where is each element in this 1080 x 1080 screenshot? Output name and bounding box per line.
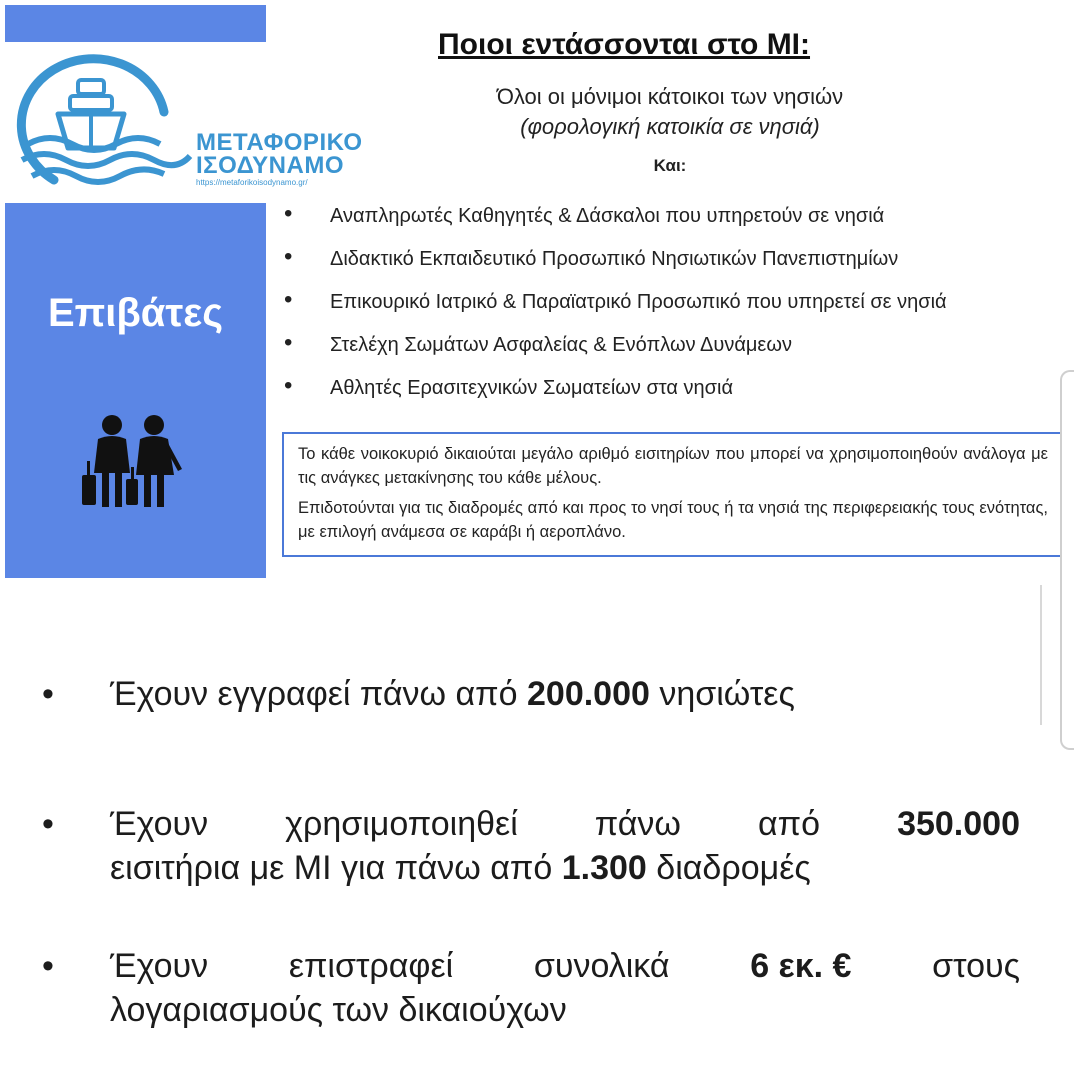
stat-refund	[40, 944, 1020, 1032]
stat-line	[110, 802, 1020, 846]
stat-word: στους	[932, 947, 1020, 985]
list-item-text: Αναπληρωτές Καθηγητές & Δάσκαλοι που υπηρετούν σε νησιά	[330, 205, 885, 227]
bullet-icon: •	[284, 200, 293, 227]
stat-word: επιστραφεί	[288, 947, 454, 985]
side-panel	[5, 203, 266, 578]
subtitle: Όλοι οι μόνιμοι κάτοικοι των νησιών	[496, 84, 844, 109]
bullet-icon: •	[284, 329, 293, 356]
list-item	[284, 202, 947, 245]
stat-line: λογαριασμούς των δικαιούχων	[110, 991, 567, 1029]
bullet-icon: •	[42, 805, 54, 843]
list-item	[284, 288, 947, 331]
stat-word: από	[758, 805, 821, 843]
info-paragraph-1: Το κάθε νοικοκυριό δικαιούται μεγάλο αριθμό εισιτηρίων που μπορεί να χρησιμοποιηθούν ανάλογα με τις ανάγκες μετακίνησης του κάθε μέλους.	[298, 445, 1048, 487]
list-item-text: Επικουρικό Ιατρικό & Παραϊατρικό Προσωπικό που υπηρετεί σε νησιά	[330, 291, 947, 313]
stat-number: 350.000	[897, 805, 1020, 843]
stat-word: χρησιμοποιηθεί	[285, 805, 518, 843]
stat-word: πάνω	[594, 805, 681, 843]
list-item-text: Αθλητές Ερασιτεχνικών Σωματείων στα νησιά	[330, 377, 734, 399]
logo-title-line2: ΙΣΟΔΥΝΑΜΟ	[196, 152, 344, 179]
bullet-icon: •	[284, 372, 293, 399]
info-box	[282, 432, 1062, 557]
bullet-icon: •	[284, 286, 293, 313]
side-panel-title: Επιβάτες	[47, 291, 224, 335]
bullet-icon: •	[284, 243, 293, 270]
stat-word: Έχουν	[110, 805, 209, 843]
and-label: Και:	[653, 156, 687, 175]
info-paragraph-2: Επιδοτούνται για τις διαδρομές από και προς το νησί τους ή τα νησιά της περιφερειακής τους ενότητας, με επιλογή ανάμεσα σε καράβι ή αεροπλάνο.	[298, 499, 1048, 541]
subtitle-note: (φορολογική κατοικία σε νησιά)	[520, 114, 820, 139]
page-title: Ποιοι εντάσσονται στο ΜΙ:	[438, 28, 811, 61]
stat-number: 200.000	[527, 675, 650, 713]
list-item	[284, 245, 947, 288]
logo-title-line1: ΜΕΤΑΦΟΡΙΚΟ	[196, 129, 363, 156]
stat-registered	[40, 672, 795, 716]
list-item	[284, 374, 947, 417]
stat-word: συνολικά	[533, 947, 670, 985]
stat-text: νησιώτες	[649, 675, 795, 713]
stat-line	[110, 846, 1020, 890]
stat-text: διαδρομές	[646, 849, 811, 887]
stat-line	[110, 944, 1020, 988]
divider	[1040, 585, 1042, 725]
stat-number: 6 εκ. €	[750, 947, 852, 985]
list-item-text: Διδακτικό Εκπαιδευτικό Προσωπικό Νησιωτικών Πανεπιστημίων	[330, 248, 899, 270]
top-accent-bar	[5, 5, 266, 42]
eligible-list	[284, 202, 947, 417]
stat-tickets	[40, 802, 1020, 890]
stat-number: 1.300	[561, 849, 647, 887]
stat-text: εισιτήρια με ΜΙ για πάνω από	[110, 849, 562, 887]
bullet-icon: •	[42, 947, 54, 985]
travelers-icon	[78, 413, 188, 513]
stat-word: Έχουν	[110, 947, 209, 985]
bullet-icon: •	[42, 675, 54, 713]
scrollbar-handle[interactable]	[1060, 370, 1074, 750]
list-item	[284, 331, 947, 374]
logo-url: https://metaforikoisodynamo.gr/	[196, 178, 308, 187]
stat-text: Έχουν εγγραφεί πάνω από	[110, 675, 527, 713]
list-item-text: Στελέχη Σωμάτων Ασφαλείας & Ενόπλων Δυνάμεων	[330, 334, 792, 356]
